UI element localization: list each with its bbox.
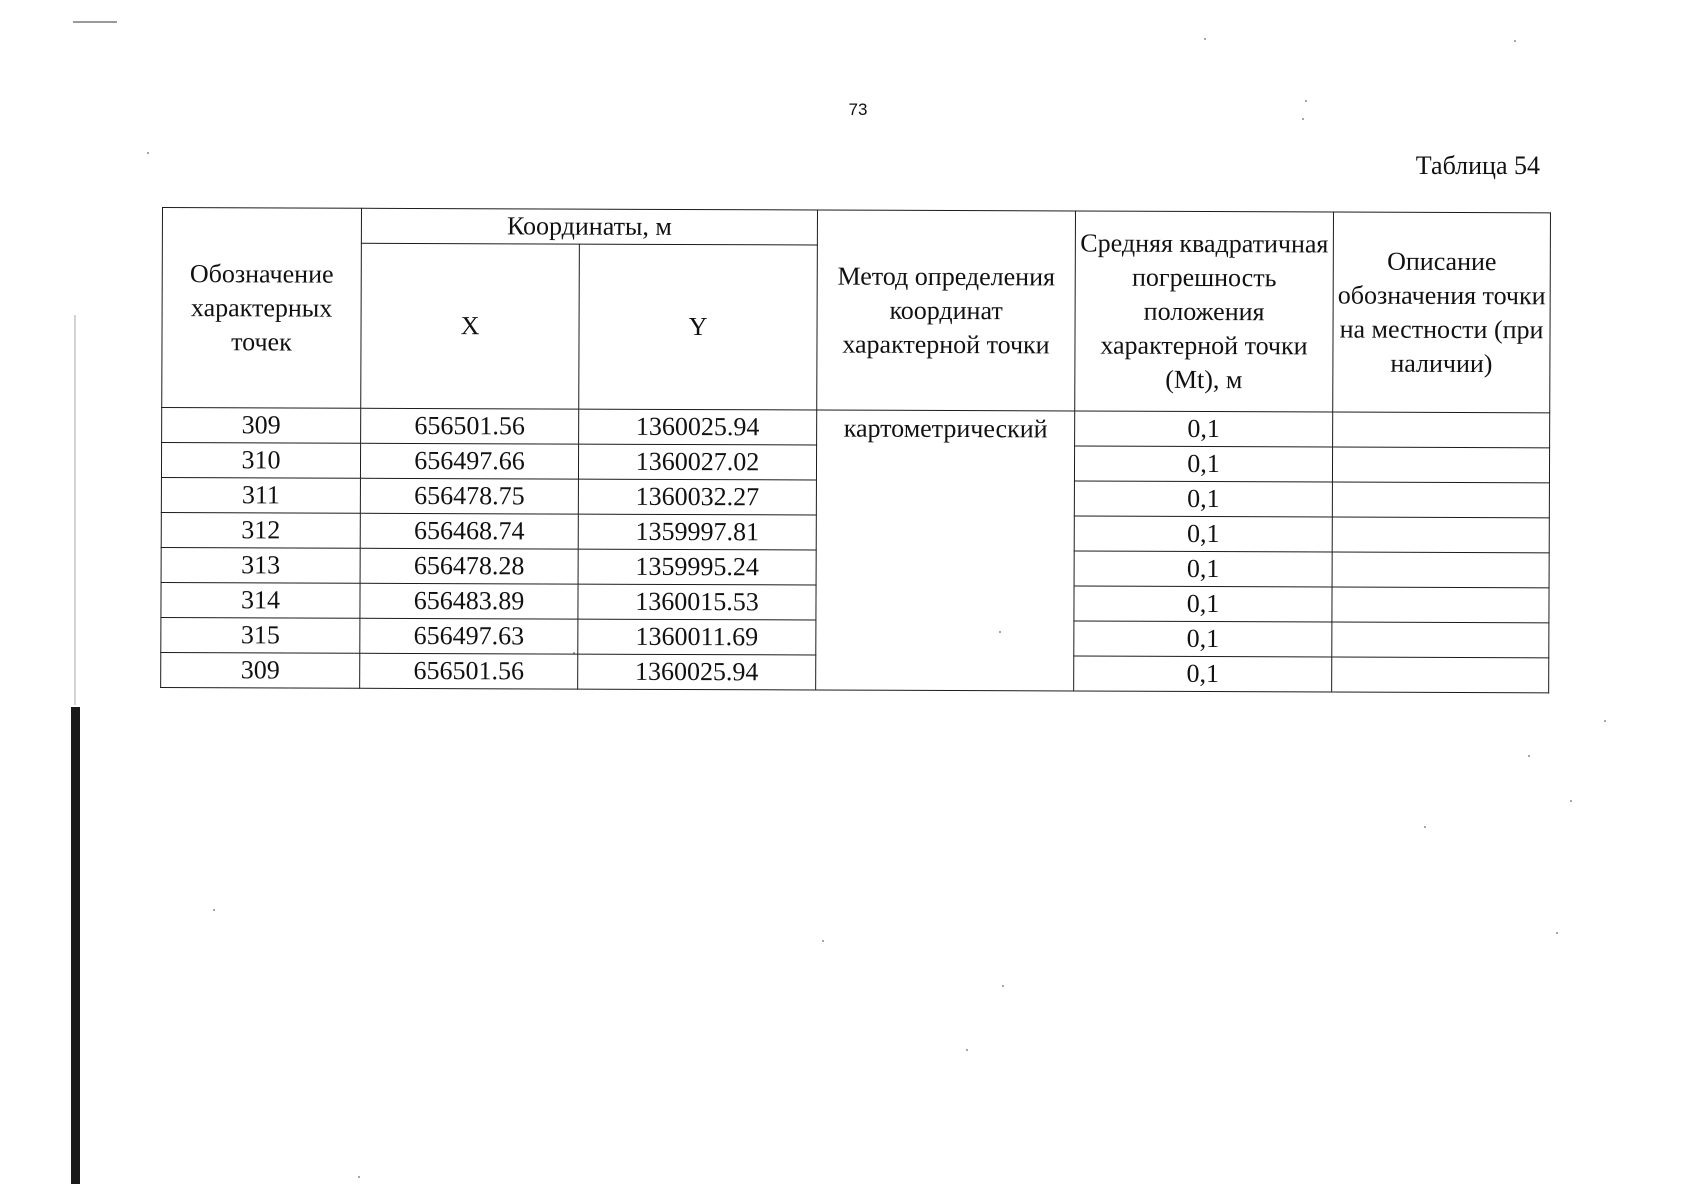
table-row: [162, 408, 1550, 448]
cell-x: 656468.74: [360, 513, 578, 549]
cell-error: 0,1: [1074, 656, 1332, 692]
cell-error: 0,1: [1074, 551, 1332, 587]
cell-point: 310: [161, 443, 360, 479]
cell-x: 656483.89: [360, 583, 578, 619]
cell-x: 656501.56: [360, 653, 578, 689]
scan-speck: [1305, 100, 1307, 102]
page-number: 73: [848, 100, 868, 119]
cell-point: 309: [161, 652, 360, 688]
cell-description: [1332, 657, 1549, 693]
cell-description: [1332, 482, 1549, 518]
table-caption: Таблица 54: [1415, 151, 1540, 180]
scan-speck: [358, 1176, 360, 1178]
cell-y: 1360025.94: [578, 654, 816, 690]
coordinates-table: [160, 207, 1551, 693]
cell-point: 314: [161, 582, 360, 618]
cell-error: 0,1: [1075, 411, 1333, 447]
cell-error: 0,1: [1074, 516, 1332, 552]
scan-speck: [1424, 826, 1426, 828]
cell-description: [1332, 587, 1549, 623]
scan-speck: [1570, 800, 1572, 802]
header-coordinates: Координаты, м: [361, 208, 817, 245]
binding-shadow: [74, 315, 76, 705]
cell-description: [1332, 622, 1549, 658]
cell-method: картометрический: [816, 410, 1075, 691]
cell-error: 0,1: [1074, 481, 1332, 517]
scan-speck: [213, 909, 215, 911]
scan-speck: [1514, 40, 1516, 42]
cell-point: 315: [161, 617, 360, 653]
cell-x: 656501.56: [361, 408, 579, 444]
cell-point: 311: [161, 477, 360, 513]
table-header: [162, 208, 1551, 413]
cell-y: 1360025.94: [579, 409, 817, 445]
scan-mark: [73, 21, 117, 23]
header-y: Y: [579, 244, 818, 410]
cell-y: 1360027.02: [578, 444, 816, 480]
cell-x: 656497.63: [360, 618, 578, 654]
scan-speck: [1302, 118, 1304, 120]
cell-description: [1332, 517, 1549, 553]
cell-description: [1333, 412, 1550, 448]
header-point: Обозначение характерных точек: [162, 208, 362, 409]
header-x: X: [361, 243, 580, 409]
cell-x: 656478.75: [360, 478, 578, 514]
cell-y: 1360011.69: [578, 619, 816, 655]
scan-speck: [1604, 720, 1606, 722]
scan-speck: [1556, 932, 1558, 934]
binding-shadow-dark: [71, 707, 80, 1184]
cell-y: 1360032.27: [578, 479, 816, 515]
cell-x: 656497.66: [360, 443, 578, 479]
cell-point: 312: [161, 512, 360, 548]
cell-y: 1360015.53: [578, 584, 816, 620]
cell-y: 1359997.81: [578, 514, 816, 550]
cell-point: 309: [162, 408, 361, 444]
scan-speck: [1002, 985, 1004, 987]
scan-speck: [822, 940, 824, 942]
header-description: Описание обозначения точки на местности (при наличии): [1333, 212, 1551, 413]
cell-x: 656478.28: [360, 548, 578, 584]
cell-point: 313: [161, 547, 360, 583]
scan-speck: [966, 1049, 968, 1051]
scan-speck: [1204, 38, 1206, 40]
cell-y: 1359995.24: [578, 549, 816, 585]
header-error: Средняя квадратичная погрешность положения характерной точки (Mt), м: [1075, 211, 1334, 412]
cell-description: [1332, 447, 1549, 483]
scan-speck: [147, 152, 149, 154]
scan-speck: [1528, 755, 1530, 757]
cell-error: 0,1: [1074, 621, 1332, 657]
header-method: Метод определения координат характерной точки: [817, 210, 1076, 411]
cell-error: 0,1: [1074, 586, 1332, 622]
cell-description: [1332, 552, 1549, 588]
table-body: [161, 408, 1550, 693]
cell-error: 0,1: [1074, 446, 1332, 482]
